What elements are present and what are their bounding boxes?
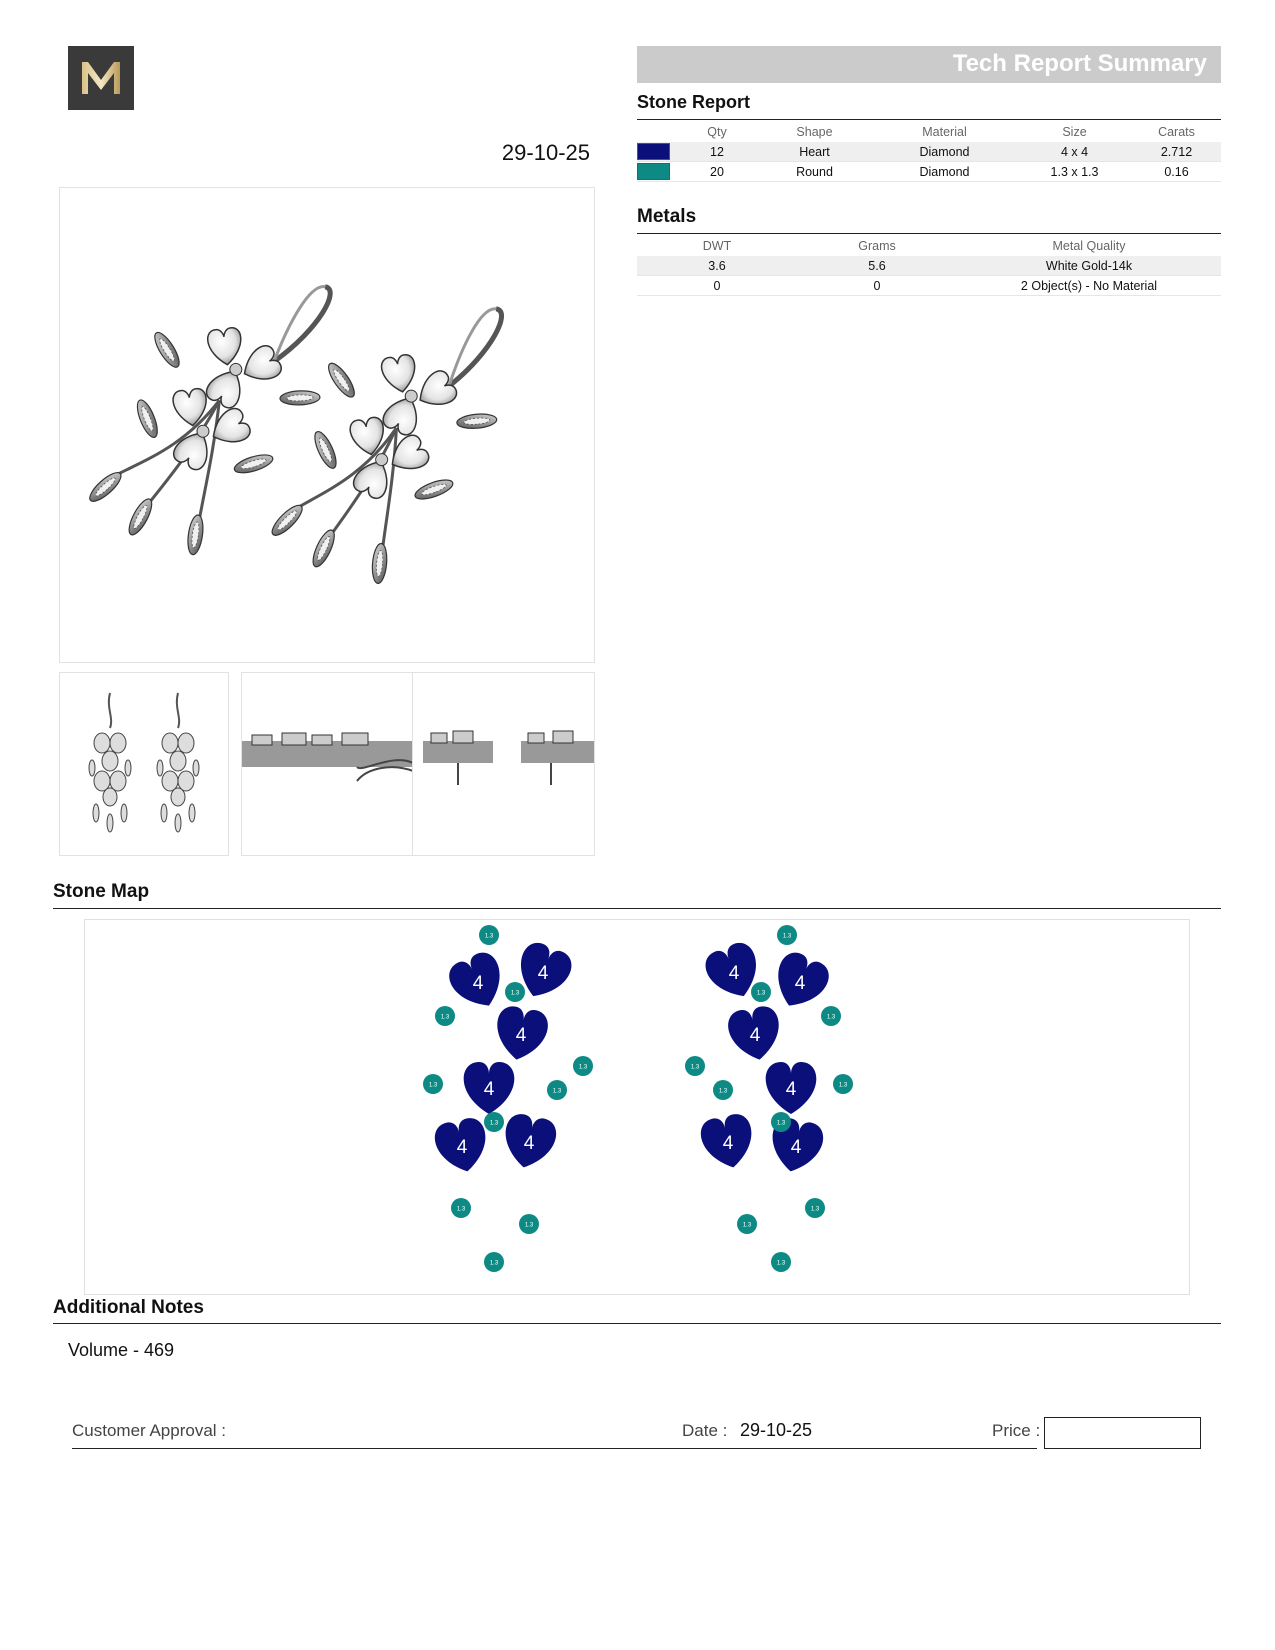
round-stone: [713, 1080, 733, 1100]
price-input[interactable]: [1044, 1417, 1201, 1449]
round-stone-label: 1.3: [742, 1222, 752, 1229]
approval-date-label: Date :: [682, 1421, 728, 1440]
round-stone-label: 1.3: [756, 990, 766, 997]
heart-stone: [464, 1062, 515, 1114]
col-header-material: Material: [922, 125, 967, 139]
heart-stone: [444, 948, 512, 1017]
heart-stone: [499, 1111, 559, 1172]
round-stone-label: 1.3: [838, 1082, 848, 1089]
heart-stone: [492, 1004, 551, 1064]
approval-date-value: 29-10-25: [740, 1420, 813, 1440]
round-stone-label: 1.3: [440, 1014, 450, 1021]
heart-stone-label: 4: [749, 1025, 761, 1046]
heart-stone: [698, 1111, 758, 1172]
notes-rule: [53, 1323, 1221, 1324]
heart-stone-label: 4: [728, 963, 740, 984]
qty-cell: 20: [677, 162, 757, 182]
stone-map-rule: [53, 908, 1221, 909]
heart-stone: [766, 1062, 817, 1114]
company-logo: [68, 46, 134, 110]
heart-stone-label: 4: [456, 1137, 468, 1158]
title-bar: [637, 46, 1221, 83]
stone-map-heading: Stone Map: [53, 881, 150, 902]
heart-stone-label: 4: [722, 1133, 734, 1154]
material-cell: Diamond: [872, 162, 1017, 182]
shape-cell: Round: [757, 162, 872, 182]
round-stone-label: 1.3: [690, 1064, 700, 1071]
col-header-grams: Grams: [858, 239, 896, 253]
round-stone-label: 1.3: [776, 1260, 786, 1267]
table-row: [637, 142, 1221, 162]
round-stone-label: 1.3: [552, 1088, 562, 1095]
heart-stone-label: 4: [794, 973, 806, 994]
front-view-image: [60, 673, 228, 855]
side-view-image: [242, 673, 413, 855]
stone-map-panel: [84, 919, 1190, 1295]
col-header-carats: Carats: [1158, 125, 1195, 139]
round-stone: [805, 1198, 825, 1218]
col-header-dwt: DWT: [702, 239, 732, 253]
table-row: [637, 256, 1221, 276]
round-stone: [737, 1214, 757, 1234]
round-stone-label: 1.3: [810, 1206, 820, 1213]
round-stone-label: 1.3: [484, 933, 494, 940]
metals-rule: [637, 233, 1221, 234]
table-row: [637, 276, 1221, 296]
thumbnail-top-view[interactable]: [412, 672, 595, 856]
round-stone: [435, 1006, 455, 1026]
size-cell: 1.3 x 1.3: [1017, 162, 1132, 182]
notes-heading: Additional Notes: [53, 1297, 204, 1318]
round-stone-label: 1.3: [826, 1014, 836, 1021]
heart-stone: [726, 1004, 785, 1064]
main-render-panel: [59, 187, 595, 663]
col-header-size: Size: [1062, 125, 1087, 139]
heart-stone-label: 4: [483, 1079, 495, 1100]
customer-approval-label: Customer Approval :: [72, 1421, 227, 1440]
earring-render-image: [60, 188, 594, 662]
stone-report-rule: [637, 119, 1221, 120]
top-view-image: [413, 673, 594, 855]
swatch-cell: [637, 142, 677, 162]
report-date: 29-10-25: [501, 140, 590, 165]
price-label: Price :: [992, 1421, 1041, 1440]
notes-text: Volume - 469: [68, 1340, 175, 1360]
round-stone: [751, 982, 771, 1002]
heart-stone: [766, 948, 834, 1017]
round-stone: [573, 1056, 593, 1076]
heart-stone-label: 4: [537, 963, 549, 984]
round-stone-label: 1.3: [489, 1120, 499, 1127]
heart-stone-label: 4: [785, 1079, 797, 1100]
round-stone: [423, 1074, 443, 1094]
heart-stone-label: 4: [790, 1137, 802, 1158]
round-stone: [479, 925, 499, 945]
round-stone-label: 1.3: [489, 1260, 499, 1267]
round-stone: [451, 1198, 471, 1218]
grams-cell: 5.6: [797, 256, 957, 276]
quality-cell: 2 Object(s) - No Material: [957, 276, 1221, 296]
approval-signature-line: [72, 1448, 1037, 1449]
dwt-cell: 0: [637, 276, 797, 296]
round-stone: [547, 1080, 567, 1100]
heart-stone-label: 4: [472, 973, 484, 994]
round-stone-label: 1.3: [782, 933, 792, 940]
round-stone: [833, 1074, 853, 1094]
color-swatch: [637, 163, 670, 180]
round-stone: [685, 1056, 705, 1076]
heart-stone-label: 4: [515, 1025, 527, 1046]
stone-report-heading: Stone Report: [637, 92, 751, 112]
thumbnail-front-view[interactable]: [59, 672, 229, 856]
grams-cell: 0: [797, 276, 957, 296]
material-cell: Diamond: [872, 142, 1017, 162]
round-stone-label: 1.3: [578, 1064, 588, 1071]
round-stone: [821, 1006, 841, 1026]
carats-cell: 2.712: [1132, 142, 1221, 162]
heart-stone: [432, 1115, 492, 1176]
round-stone-label: 1.3: [428, 1082, 438, 1089]
size-cell: 4 x 4: [1017, 142, 1132, 162]
round-stone-label: 1.3: [776, 1120, 786, 1127]
round-stone: [777, 925, 797, 945]
quality-cell: White Gold-14k: [957, 256, 1221, 276]
round-stone: [484, 1252, 504, 1272]
thumbnail-side-view[interactable]: [241, 672, 414, 856]
stone-map-diagram: [85, 920, 1189, 1294]
round-stone: [771, 1252, 791, 1272]
swatch-cell: [637, 162, 677, 182]
shape-cell: Heart: [757, 142, 872, 162]
swatch-col-header: [637, 122, 677, 142]
round-stone-label: 1.3: [718, 1088, 728, 1095]
color-swatch: [637, 143, 670, 160]
round-stone-label: 1.3: [510, 990, 520, 997]
round-stone: [484, 1112, 504, 1132]
report-title: Tech Report Summary: [952, 50, 1207, 77]
round-stone: [771, 1112, 791, 1132]
heart-stone-label: 4: [523, 1133, 535, 1154]
metals-heading: Metals: [637, 206, 697, 227]
col-header-qty: Qty: [707, 125, 727, 139]
metals-table: [637, 236, 1221, 296]
col-header-shape: Shape: [796, 125, 833, 139]
dwt-cell: 3.6: [637, 256, 797, 276]
round-stone: [519, 1214, 539, 1234]
col-header-metal-quality: Metal Quality: [1052, 239, 1126, 253]
carats-cell: 0.16: [1132, 162, 1221, 182]
round-stone-label: 1.3: [456, 1206, 466, 1213]
qty-cell: 12: [677, 142, 757, 162]
stone-report-table: [637, 122, 1221, 182]
round-stone: [505, 982, 525, 1002]
table-row: [637, 162, 1221, 182]
round-stone-label: 1.3: [524, 1222, 534, 1229]
